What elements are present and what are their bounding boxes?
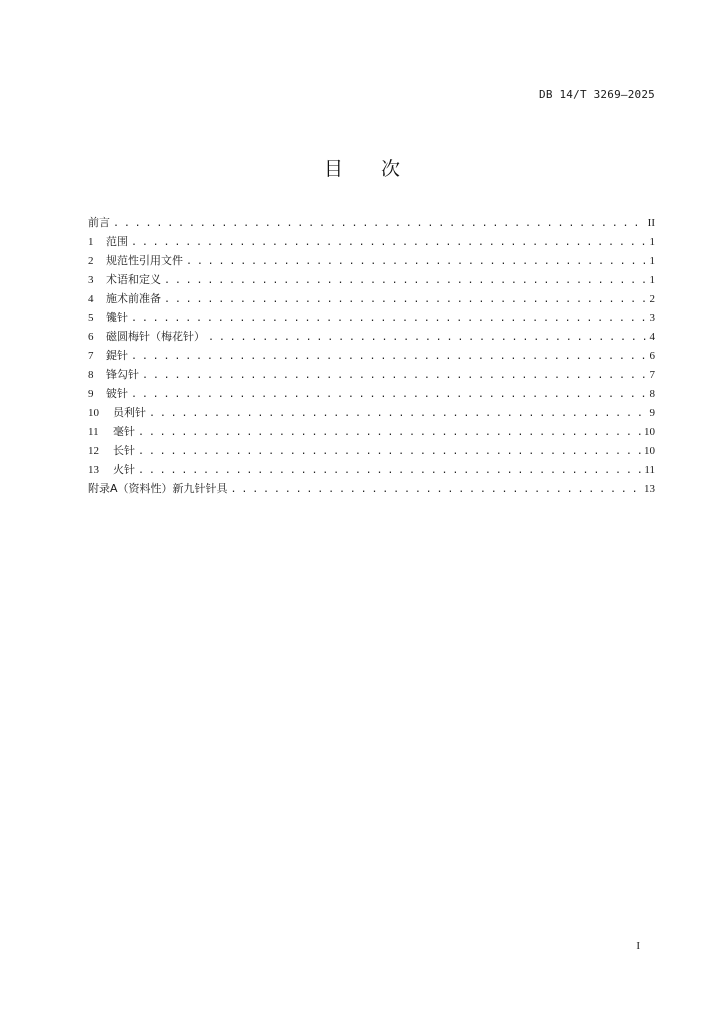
toc-entry-label: 范围 [106, 235, 128, 248]
toc-entry-label: 施术前准备 [106, 292, 161, 305]
page-number: I [636, 940, 640, 952]
toc-entry-page: 3 [649, 312, 655, 324]
toc-entry[interactable] [88, 327, 655, 346]
toc-entry-label: 火针 [113, 463, 135, 476]
toc-entry-label: 锋勾针 [106, 368, 139, 381]
toc-entry-label: 磁圆梅针（梅花针） [106, 330, 205, 343]
toc-entry-number: 9 [88, 388, 94, 400]
dot-leader [113, 214, 645, 233]
toc-entry-number: 11 [88, 426, 99, 438]
toc-title: 目次 [323, 158, 438, 180]
toc-entry-label: 员利针 [113, 406, 146, 419]
toc-entry-label: 前言 [88, 216, 110, 229]
toc-entry-page: 8 [649, 388, 655, 400]
toc-entry-page: 9 [649, 407, 655, 419]
toc-entry-number: 8 [88, 369, 94, 381]
toc-entry-page: 1 [649, 274, 655, 286]
toc-entry-page: 11 [644, 464, 655, 476]
dot-leader [131, 233, 647, 252]
toc-entry-page: 1 [649, 236, 655, 248]
toc-entry-label: 术语和定义 [106, 273, 161, 286]
toc-entry-page: 7 [649, 369, 655, 381]
toc-entry-label: 规范性引用文件 [106, 254, 183, 267]
toc-entry-page: 6 [649, 350, 655, 362]
toc-entry[interactable] [88, 460, 655, 479]
dot-leader [138, 423, 641, 442]
toc-entry-page: 1 [649, 255, 655, 267]
toc-entry-page: 13 [644, 483, 655, 495]
dot-leader [138, 442, 641, 461]
dot-leader [138, 461, 641, 480]
toc-entry[interactable] [88, 251, 655, 270]
toc-entry[interactable] [88, 479, 655, 498]
dot-leader [164, 290, 647, 309]
toc-entry[interactable] [88, 384, 655, 403]
toc-entry-page: II [647, 217, 655, 229]
toc-entry-label: 铍针 [106, 387, 128, 400]
toc-entry[interactable] [88, 441, 655, 460]
dot-leader [142, 366, 647, 385]
toc-entry-number: 13 [88, 464, 99, 476]
toc-entry-label: 镵针 [106, 311, 128, 324]
toc-entry[interactable] [88, 289, 655, 308]
toc-entry[interactable] [88, 270, 655, 289]
toc-entry-label: 鍉针 [106, 349, 128, 362]
toc-entry-page: 10 [644, 426, 655, 438]
dot-leader [164, 271, 647, 290]
table-of-contents [88, 213, 655, 498]
toc-entry-number: 4 [88, 293, 94, 305]
toc-entry-number: 6 [88, 331, 94, 343]
toc-entry[interactable] [88, 232, 655, 251]
toc-entry[interactable] [88, 346, 655, 365]
dot-leader [131, 309, 647, 328]
toc-entry[interactable] [88, 365, 655, 384]
toc-entry-number: 7 [88, 350, 94, 362]
toc-entry[interactable] [88, 422, 655, 441]
dot-leader [208, 328, 647, 347]
dot-leader [231, 480, 641, 499]
toc-entry[interactable] [88, 308, 655, 327]
toc-entry[interactable] [88, 403, 655, 422]
dot-leader [131, 347, 647, 366]
toc-entry-number: 1 [88, 236, 94, 248]
toc-entry-page: 10 [644, 445, 655, 457]
document-code: DB 14/T 3269—2025 [539, 88, 655, 101]
toc-entry-number: 10 [88, 407, 99, 419]
toc-entry-label: 长针 [113, 444, 135, 457]
toc-entry-number: 5 [88, 312, 94, 324]
toc-entry-page: 2 [649, 293, 655, 305]
toc-entry-page: 4 [649, 331, 655, 343]
toc-entry-label: 附录A（资料性）新九针针具 [88, 482, 228, 495]
toc-entry-number: 3 [88, 274, 94, 286]
toc-entry-label: 毫针 [113, 425, 135, 438]
toc-entry-number: 12 [88, 445, 99, 457]
dot-leader [131, 385, 647, 404]
dot-leader [149, 404, 647, 423]
toc-entry-number: 2 [88, 255, 94, 267]
toc-entry[interactable] [88, 213, 655, 232]
dot-leader [186, 252, 647, 271]
